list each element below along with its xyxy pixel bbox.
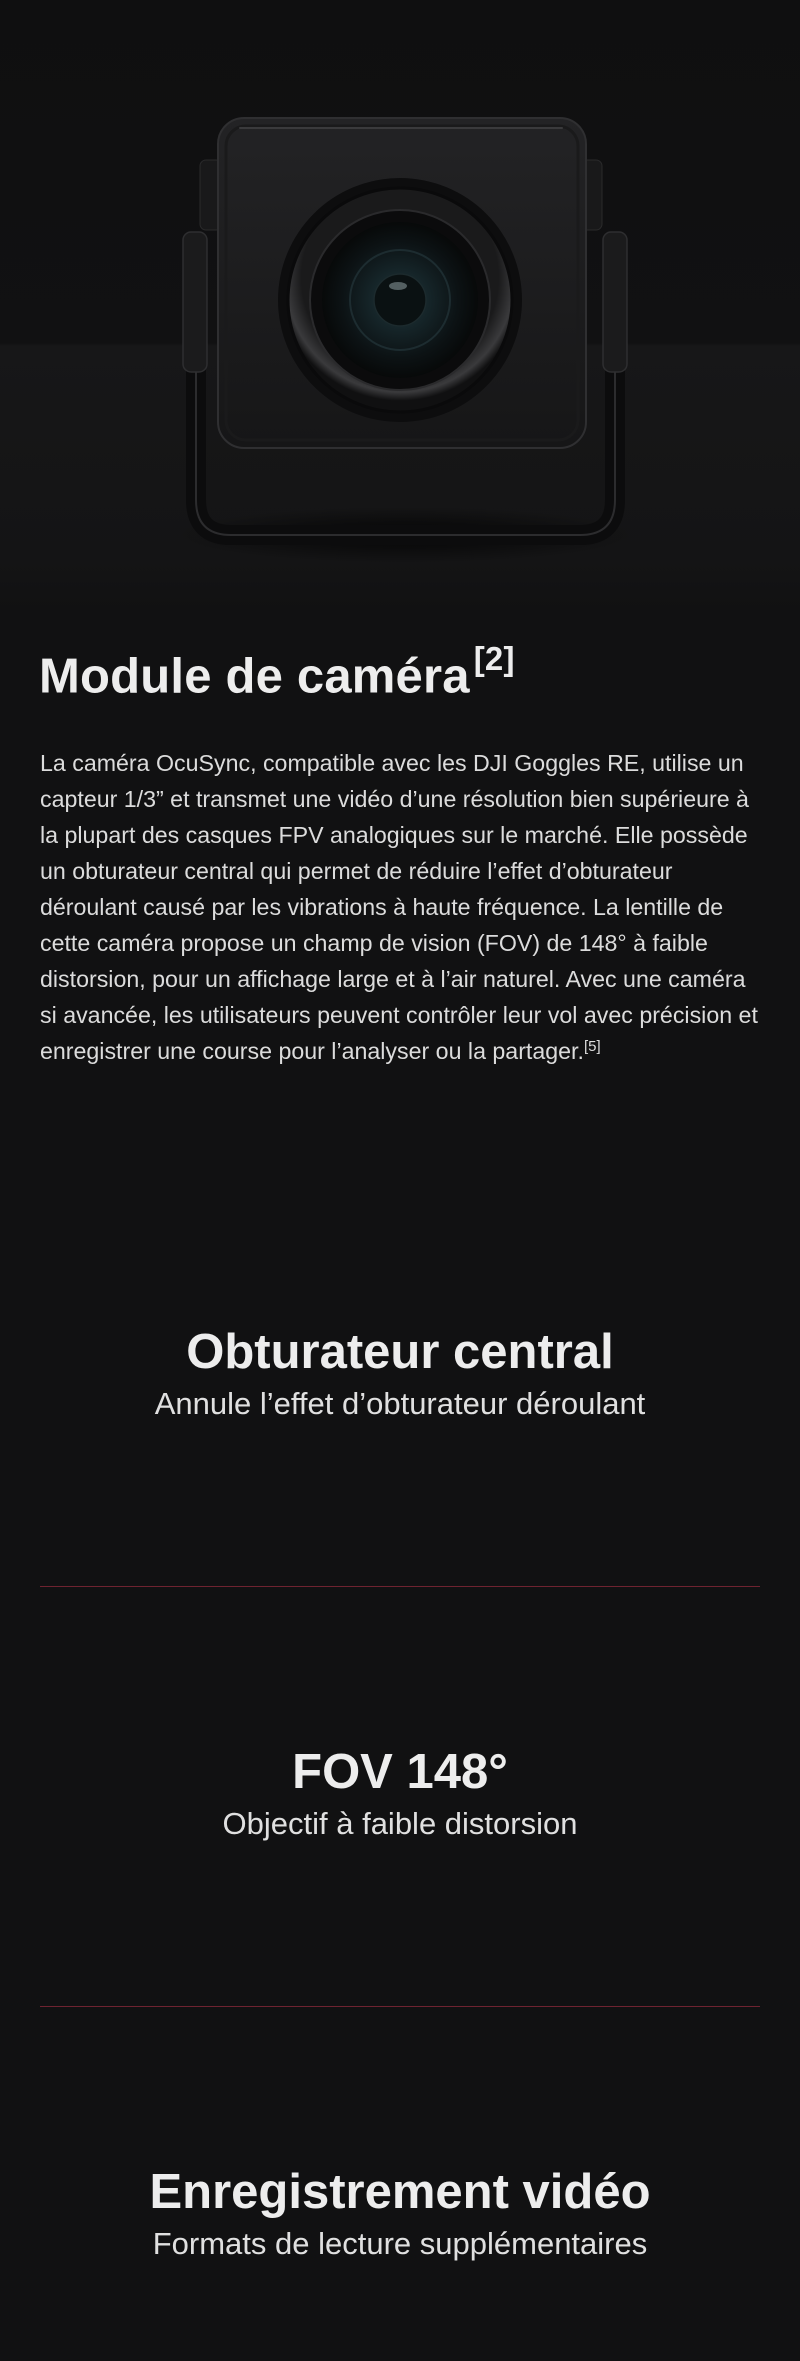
feature-subtitle: Annule l’effet d’obturateur déroulant xyxy=(154,1386,646,1421)
fpv-camera-module-icon xyxy=(0,0,800,610)
feature-fov xyxy=(0,1742,800,1846)
module-title-footnote-link[interactable]: [2] xyxy=(473,640,515,677)
feature-global-shutter xyxy=(0,1322,800,1426)
feature-subtitle: Objectif à faible distorsion xyxy=(222,1806,578,1841)
module-title xyxy=(39,640,515,704)
module-title-text: Module de caméra xyxy=(39,649,470,704)
module-description-footnote-link[interactable]: [5] xyxy=(583,1038,601,1055)
module-description-text: La caméra OcuSync, compatible avec les DJI Goggles RE, utilise un capteur 1/3” et transmet une vidéo d’une résolution bien supérieure à la plupart des casques FPV analogiques sur le marché. Elle possède un obturateur central qui permet de réduire l’effet d’obturateur déroulant causé par les vibrations à haute fréquence. La lentille de cette caméra propose un champ de vision (FOV) de 148° à faible distorsion, pour un affichage large et à l’air naturel. Avec une caméra si avancée, les utilisateurs peuvent contrôler leur vol avec précision et enregistrer une course pour l’analyser ou la partager. xyxy=(40,750,758,1064)
hero-image xyxy=(0,0,800,610)
section-divider xyxy=(40,1586,760,1587)
feature-video-recording xyxy=(0,2162,800,2266)
module-description xyxy=(40,745,760,1069)
feature-title: Obturateur central xyxy=(186,1325,614,1379)
feature-title: Enregistrement vidéo xyxy=(149,2165,651,2219)
feature-subtitle: Formats de lecture supplémentaires xyxy=(152,2226,648,2261)
feature-title: FOV 148° xyxy=(292,1745,508,1799)
section-divider xyxy=(40,2006,760,2007)
